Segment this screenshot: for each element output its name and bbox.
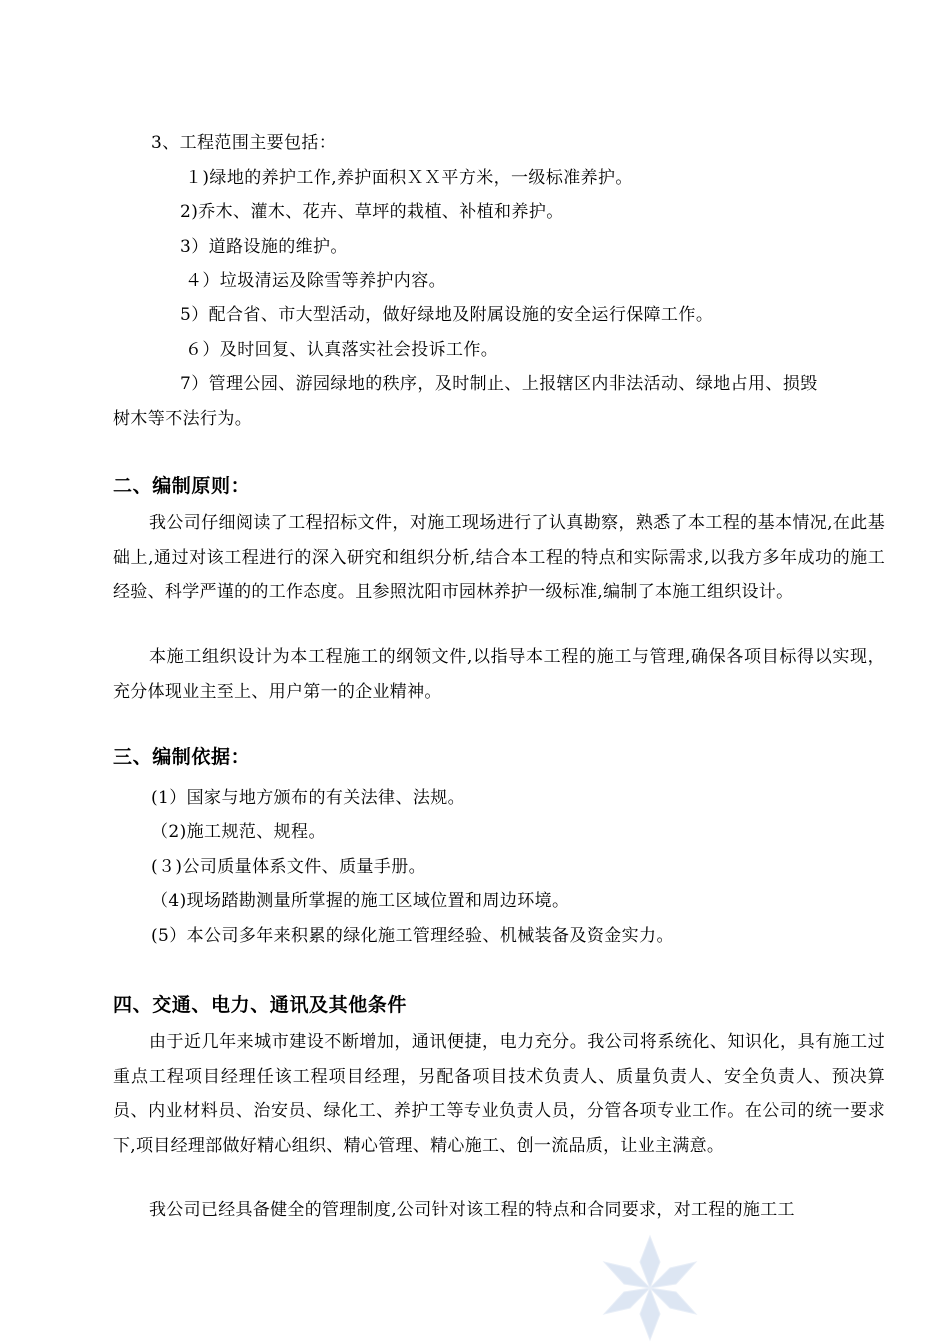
scope-item-1: １)绿地的养护工作,养护面积ＸＸ平方米，一级标准养护。 [185,168,633,188]
principles-paragraph-2: 本施工组织设计为本工程施工的纲领文件,以指导本工程的施工与管理,确保各项目标得以实现，充分体现业主至上、用户第一的企业精神。 [113,647,885,702]
scope-item-6: ６）及时回复、认真落实社会投诉工作。 [185,340,499,360]
scope-title: 3、工程范围主要包括： [151,133,337,153]
basis-heading: 三、编制依据： [113,746,251,768]
basis-item-4: （4)现场踏勘测量所掌握的施工区域位置和周边环境。 [151,891,570,911]
conditions-paragraph-1: 由于近几年来城市建设不断增加，通讯便捷，电力充分。我公司将系统化、知识化，具有施工过重点工程项目经理任该工程项目经理，另配备项目技术负责人、质量负责人、安全负责人、预决算员、内业材料员、治安员、绿化工、养护工等专业负责人员，分管各项专业工作。在公司的统一要求下,项目经理部做好精心组织、精心管理、精心施工、创一流品质，让业主满意。 [113,1032,885,1156]
basis-item-2: （2)施工规范、规程。 [151,822,326,842]
scope-item-5: 5）配合省、市大型活动，做好绿地及附属设施的安全运行保障工作。 [180,305,714,325]
scope-item-3: 3）道路设施的维护。 [180,237,348,257]
conditions-heading: 四、交通、电力、通讯及其他条件 [113,994,408,1016]
principles-paragraph-1: 我公司仔细阅读了工程招标文件，对施工现场进行了认真勘察，熟悉了本工程的基本情况,在此基础上,通过对该工程进行的深入研究和组织分析,结合本工程的特点和实际需求,以我方多年成功的施工经验、科学严谨的的工作态度。且参照沈阳市园林养护一级标准,编制了本施工组织设计。 [113,513,885,602]
conditions-paragraph-2: 我公司已经具备健全的管理制度,公司针对该工程的特点和合同要求，对工程的施工工 [149,1200,795,1220]
principles-heading: 二、编制原则： [113,475,251,497]
basis-item-3: (３)公司质量体系文件、质量手册。 [151,857,427,877]
scope-item-7-continuation: 树木等不法行为。 [113,409,253,429]
scope-item-2: 2)乔木、灌木、花卉、草坪的栽植、补植和养护。 [180,202,564,222]
basis-item-5: (5）本公司多年来积累的绿化施工管理经验、机械装备及资金实力。 [151,926,674,946]
basis-item-1: (1）国家与地方颁布的有关法律、法规。 [151,788,466,808]
scope-item-4: ４）垃圾清运及除雪等养护内容。 [185,271,446,291]
scope-item-7: 7）管理公园、游园绿地的秩序，及时制止、上报辖区内非法活动、绿地占用、损毁 [180,374,818,394]
snowflake-watermark-icon [598,1232,702,1344]
